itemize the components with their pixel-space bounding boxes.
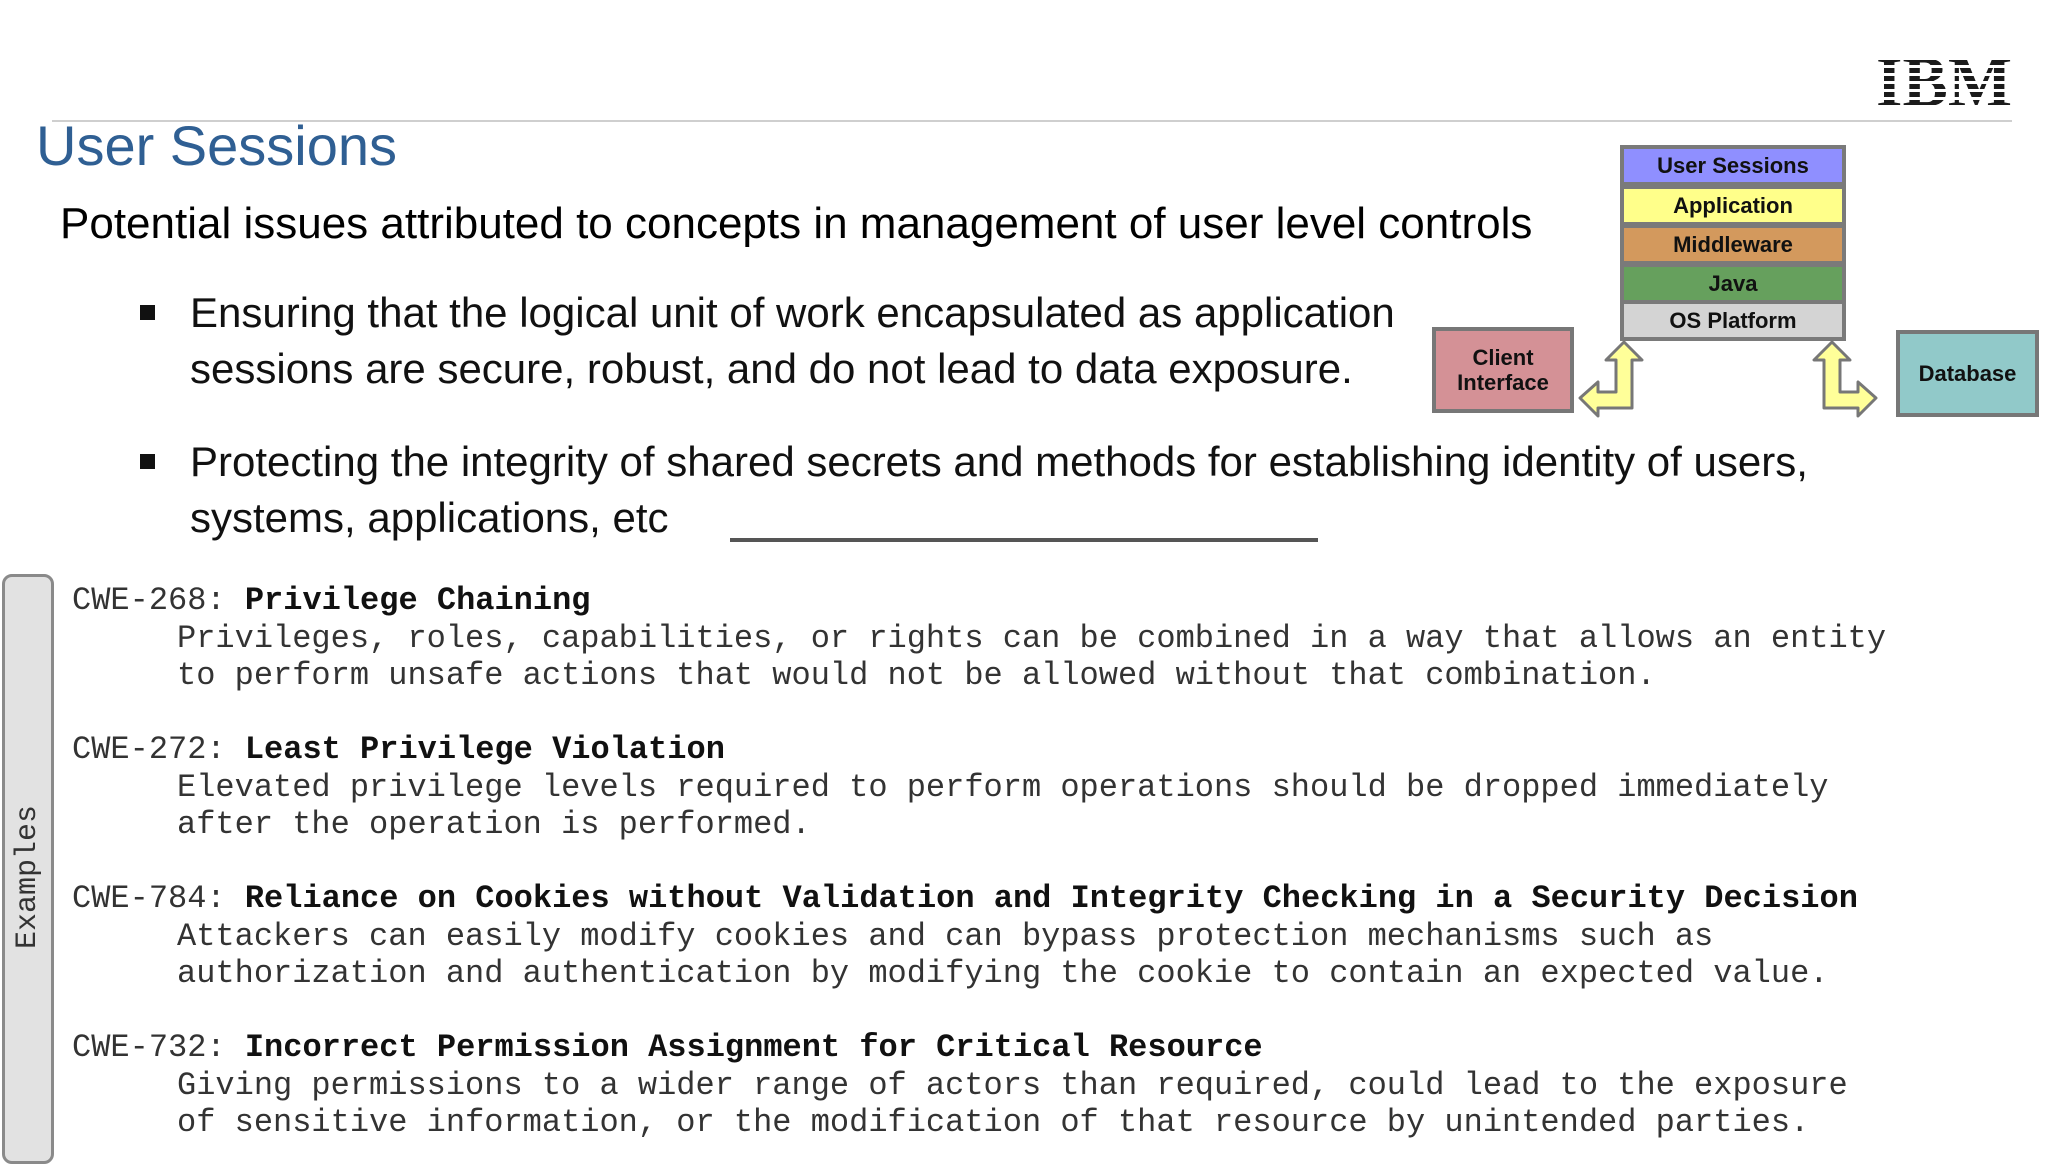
bullet-item — [140, 434, 1970, 546]
cwe-description: Elevated privilege levels required to perform operations should be dropped immediately after the operation is performed. — [177, 769, 1829, 843]
cwe-example — [72, 582, 2032, 694]
bullet-item — [140, 285, 1440, 397]
client-interface-box — [1432, 327, 1574, 413]
cwe-name: Privilege Chaining — [244, 582, 591, 619]
cwe-id: CWE-272: — [72, 731, 226, 768]
cwe-name: Reliance on Cookies without Validation and Integrity Checking in a Security Decision — [244, 880, 1858, 917]
cwe-id: CWE-732: — [72, 1029, 226, 1066]
bullet-square-icon — [140, 305, 155, 320]
database-box — [1896, 330, 2039, 417]
examples-side-tab — [2, 574, 54, 1164]
examples-tab-label: Examples — [11, 804, 45, 950]
decorative-underline — [730, 538, 1318, 542]
bullet-text: Ensuring that the logical unit of work encapsulated as application sessions are secure, robust, and do not lead to data exposure. — [190, 289, 1395, 392]
cwe-description: Attackers can easily modify cookies and can bypass protection mechanisms such as authorization and authentication by modifying the cookie to contain an expected value. — [177, 918, 1829, 992]
cwe-example — [72, 1029, 2032, 1141]
page-title: User Sessions — [36, 114, 398, 177]
ibm-logo — [1874, 44, 2014, 114]
cwe-example — [72, 731, 2032, 843]
client-interface-label: Client Interface — [1457, 345, 1549, 395]
cwe-name: Least Privilege Violation — [244, 731, 725, 768]
page-subtitle: Potential issues attributed to concepts in management of user level controls — [60, 199, 1533, 248]
layer-java: Java — [1620, 263, 1846, 304]
cwe-name: Incorrect Permission Assignment for Critical Resource — [244, 1029, 1263, 1066]
layer-middleware: Middleware — [1620, 224, 1846, 265]
bidirectional-arrow-icon — [1792, 340, 1878, 418]
bullet-square-icon — [140, 454, 155, 469]
layer-os-platform: OS Platform — [1620, 300, 1846, 341]
logo-text: IBM — [1876, 44, 2012, 114]
cwe-description: Privileges, roles, capabilities, or rights can be combined in a way that allows an entity to perform unsafe actions that would not be allowed without that combination. — [177, 620, 1887, 694]
layer-application: Application — [1620, 185, 1846, 226]
cwe-id: CWE-784: — [72, 880, 226, 917]
cwe-description: Giving permissions to a wider range of actors than required, could lead to the exposure of sensitive information, or the modification of that resource by unintended parties. — [177, 1067, 1848, 1141]
bidirectional-arrow-icon — [1578, 340, 1664, 418]
cwe-id: CWE-268: — [72, 582, 226, 619]
architecture-diagram — [1430, 140, 2040, 420]
layer-user-sessions: User Sessions — [1620, 145, 1846, 186]
cwe-example — [72, 880, 2032, 992]
bullet-text: Protecting the integrity of shared secrets and methods for establishing identity of users, systems, applications, etc — [190, 438, 1808, 541]
database-label: Database — [1918, 361, 2017, 386]
